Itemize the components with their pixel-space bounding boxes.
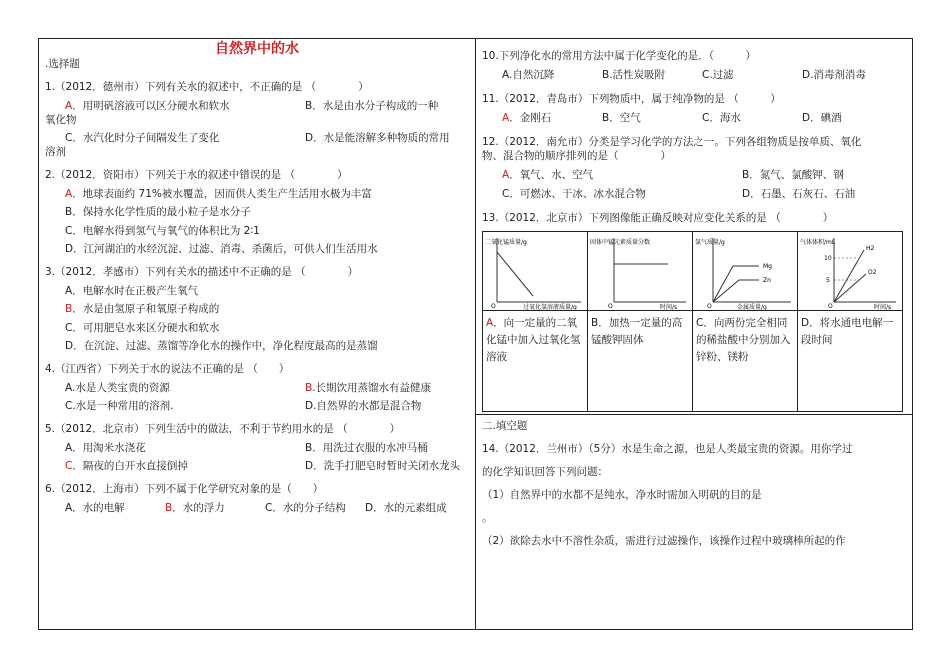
question-continuation: 氧化物 xyxy=(45,113,77,126)
answer-text: B．保持水化学性质的最小粒子是水分子 xyxy=(65,206,251,218)
fill-question-line: 14.（2012．兰州市）（5分）水是生命之源，也是人类最宝贵的资源。用你学过 xyxy=(482,443,853,455)
answer-option: A.水是人类宝贵的资源 xyxy=(65,381,170,394)
answer-option xyxy=(165,501,265,515)
graph-d-origin: O xyxy=(828,303,833,310)
answer-text: D.自然界的水都是混合物 xyxy=(305,400,422,412)
answer-letter: C xyxy=(65,460,73,472)
answer-option xyxy=(45,339,469,353)
answer-option xyxy=(305,381,431,395)
graph-b xyxy=(588,232,692,310)
graph-a xyxy=(483,232,587,310)
question-stem: 1.（2012．德州市）下列有关水的叙述中，不正确的是 （ ） xyxy=(45,81,369,93)
answer-option xyxy=(502,168,742,182)
answer-option: B．水是由水分子构成的一种 xyxy=(305,99,439,112)
answer-text: .长期饮用蒸馏水有益健康 xyxy=(312,381,432,394)
answer-text: D．江河湖泊的水经沉淀、过滤、消毒、杀菌后，可供人们生活用水 xyxy=(65,243,378,255)
answer-option xyxy=(45,302,469,316)
left-column xyxy=(39,39,476,629)
spacer xyxy=(482,479,906,488)
answer-text: D．在沉淀、过滤、蒸馏等净化水的操作中，净化程度最高的是蒸馏 xyxy=(65,340,378,352)
question-stem: 5.（2012．北京市）下列生活中的做法，不利于节约用水的是 （ ） xyxy=(45,423,401,435)
question-continuation: 物、混合物的顺序排列的是（ ） xyxy=(482,150,671,162)
answer-option xyxy=(502,111,602,125)
answer-option-row xyxy=(482,168,906,182)
graph-d-xlabel: 时间/s xyxy=(874,304,892,310)
spacer xyxy=(482,39,906,49)
answer-option xyxy=(45,205,469,219)
graph-b-origin: O xyxy=(608,303,613,310)
answer-letter: A xyxy=(65,99,73,112)
answer-letter: A xyxy=(502,169,510,181)
graph-table xyxy=(482,231,903,412)
answer-text: ．氧气、水、空气 xyxy=(509,169,594,181)
question-stem: 6.（2012．上海市）下列不属于化学研究对象的是（ ） xyxy=(45,483,324,495)
graph-d xyxy=(798,232,902,310)
answer-option-row xyxy=(482,187,906,201)
spacer xyxy=(45,473,469,482)
answer-option-row xyxy=(45,459,469,473)
question-continuation: 溶剂 xyxy=(45,146,66,158)
answer-letter: B xyxy=(305,381,313,394)
question-stem: 2.（2012．资阳市）下列关于水的叙述中错误的是 （ ） xyxy=(45,169,348,181)
answer-option: A．水的电解 xyxy=(65,501,125,514)
question-stem: 12.（2012．南允市）分类是学习化学的方法之一。下列各组物质是按单质、氧化 xyxy=(482,136,862,148)
answer-letter: A xyxy=(65,187,73,200)
answer-option xyxy=(305,399,421,413)
section-heading-fill: 二.填空题 xyxy=(482,420,528,432)
answer-option-row xyxy=(482,111,906,125)
answer-option-row xyxy=(482,68,906,82)
spacer xyxy=(482,433,906,442)
answer-text: C．可用肥皂水来区分硬水和软水 xyxy=(65,321,220,334)
answer-text: A．电解水时在正极产生氧气 xyxy=(65,284,199,297)
answer-option xyxy=(45,224,469,238)
graph-c xyxy=(693,232,797,310)
spacer xyxy=(482,82,906,92)
graph-c-label-zn: Zn xyxy=(763,277,771,284)
graph-b-ylabel: 固体中锰元素质量分数 xyxy=(590,239,651,246)
graph-option-c: C．向两份完全相同的稀盐酸中分别加入锌粉、镁粉 xyxy=(696,317,791,363)
answer-option: D．洗手打肥皂时暂时关闭水龙头 xyxy=(305,460,461,472)
answer-option: B．氮气、氯酸钾、钢 xyxy=(742,169,844,181)
question-stem: 10.下列净化水的常用方法中属于化学变化的是．（ ） xyxy=(482,50,756,62)
answer-option: C．海水 xyxy=(702,112,741,124)
answer-text: ．隔夜的白开水直接倒掉 xyxy=(72,460,188,472)
graph-c-origin: O xyxy=(707,303,712,310)
answer-option: B.活性炭吸附 xyxy=(602,69,666,81)
question-stem: 11.（2012．青岛市）下列物质中，属于纯净物的是 （ ） xyxy=(482,93,781,105)
answer-text: ．水是由氢原子和氧原子构成的 xyxy=(72,303,220,315)
answer-option: A.自然沉降 xyxy=(502,69,555,81)
spacer xyxy=(45,353,469,362)
answer-text: D．石墨、石灰石、石油 xyxy=(742,188,856,200)
question-stem: 13.（2012．北京市）下列图像能正确反映对应变化关系的是 （ ） xyxy=(482,212,834,224)
graph-option-a: A．向一定量的二氧化锰中加入过氧化氢溶液 xyxy=(486,317,581,363)
graph-d-ylabel: 气体体积/mL xyxy=(800,239,836,246)
spacer xyxy=(482,502,906,511)
fill-question-line: （1）自然界中的水都不是纯水，净水时需加入明矾的目的是 xyxy=(482,489,762,501)
question-stem: 4.（江西省）下列关于水的说法不正确的是 （ ） xyxy=(45,363,290,375)
answer-text: ．金刚石 xyxy=(509,112,552,124)
spacer xyxy=(45,256,469,265)
answer-letter: A xyxy=(502,112,510,124)
answer-option-row xyxy=(45,399,469,413)
fill-question-line: 。 xyxy=(482,512,493,524)
spacer xyxy=(482,525,906,534)
spacer xyxy=(482,456,906,465)
graph-d-label-o2: O2 xyxy=(868,269,877,276)
graph-b-xlabel: 时间/s xyxy=(660,304,678,310)
graph-c-ylabel: 氢气质量/g xyxy=(695,239,725,246)
question-list-left xyxy=(45,71,469,515)
graph-c-label-mg: Mg xyxy=(763,263,772,270)
answer-option: D.消毒剂消毒 xyxy=(802,69,866,81)
answer-option xyxy=(65,99,305,113)
question-list-right xyxy=(482,39,906,225)
answer-option xyxy=(305,441,428,455)
answer-option: D．水的元素组成 xyxy=(365,501,447,514)
spacer xyxy=(45,413,469,422)
answer-option xyxy=(45,321,469,335)
section-heading: .选择题 xyxy=(45,58,80,70)
answer-option: D．碘酒 xyxy=(802,112,842,124)
graph-a-xlabel: 过氧化氢溶液质量/g xyxy=(523,304,577,310)
answer-option: A．用淘米水浇花 xyxy=(65,441,146,454)
graph-d-tick-10: 10 xyxy=(824,255,832,262)
graph-option-d: D．将水通电电解一段时间 xyxy=(801,317,894,346)
answer-option: C.过滤 xyxy=(702,69,734,81)
answer-option: D．水是能溶解多种物质的常用 xyxy=(305,132,450,144)
graph-option-b: B．加热一定量的高锰酸钾固体 xyxy=(591,317,683,346)
question-stem: 3.（2012．孝感市）下列有关水的描述中不正确的是 （ ） xyxy=(45,266,359,278)
answer-option-row xyxy=(45,381,469,395)
answer-option-row xyxy=(45,441,469,455)
worksheet xyxy=(38,38,913,630)
graph-a-ylabel: 二氧化锰质量/g xyxy=(485,239,527,246)
answer-option xyxy=(45,187,469,201)
page-title: 自然界中的水 xyxy=(215,41,299,57)
answer-option: C．水的分子结构 xyxy=(265,501,346,514)
answer-option xyxy=(65,459,305,473)
right-column xyxy=(476,39,912,629)
answer-option xyxy=(65,131,305,145)
answer-text: ．水的浮力 xyxy=(172,501,225,514)
graph-d-label-h2: H2 xyxy=(866,245,875,252)
answer-letter: B xyxy=(65,303,73,315)
divider xyxy=(476,414,912,415)
answer-text: B．用洗过衣服的水冲马桶 xyxy=(305,441,428,454)
graph-d-tick-5: 5 xyxy=(826,277,830,284)
fill-question-line: （2）欲除去水中不溶性杂质，需进行过滤操作，该操作过程中玻璃棒所起的作 xyxy=(482,535,846,547)
answer-text: C．水汽化时分子间隔发生了变化 xyxy=(65,132,220,144)
answer-option xyxy=(742,187,855,201)
answer-option-row xyxy=(45,501,469,515)
answer-text: ．用明矾溶液可以区分硬水和软水 xyxy=(72,99,230,112)
spacer xyxy=(482,201,906,211)
answer-letter: B xyxy=(165,501,173,514)
answer-option-row xyxy=(45,131,469,145)
answer-option-row xyxy=(45,99,469,113)
answer-option xyxy=(45,242,469,256)
answer-text: C．电解水得到氢气与氧气的体积比为 2∶1 xyxy=(65,224,260,237)
answer-text: ．地球表面约 71%被水覆盖，因而供人类生产生活用水极为丰富 xyxy=(72,187,372,200)
answer-option: C.水是一种常用的溶剂. xyxy=(65,400,174,412)
spacer xyxy=(482,125,906,135)
answer-option: C．可燃冰、干冰、冰水混合物 xyxy=(502,188,646,200)
fill-question-line: 的化学知识回答下列问题： xyxy=(482,466,608,478)
graph-c-xlabel: 金属质量/g xyxy=(737,304,767,310)
question-list-fill xyxy=(482,433,906,548)
answer-option: B．空气 xyxy=(602,112,641,124)
spacer xyxy=(45,159,469,168)
answer-option xyxy=(45,284,469,298)
spacer xyxy=(45,71,469,80)
graph-a-origin: O xyxy=(491,303,496,310)
